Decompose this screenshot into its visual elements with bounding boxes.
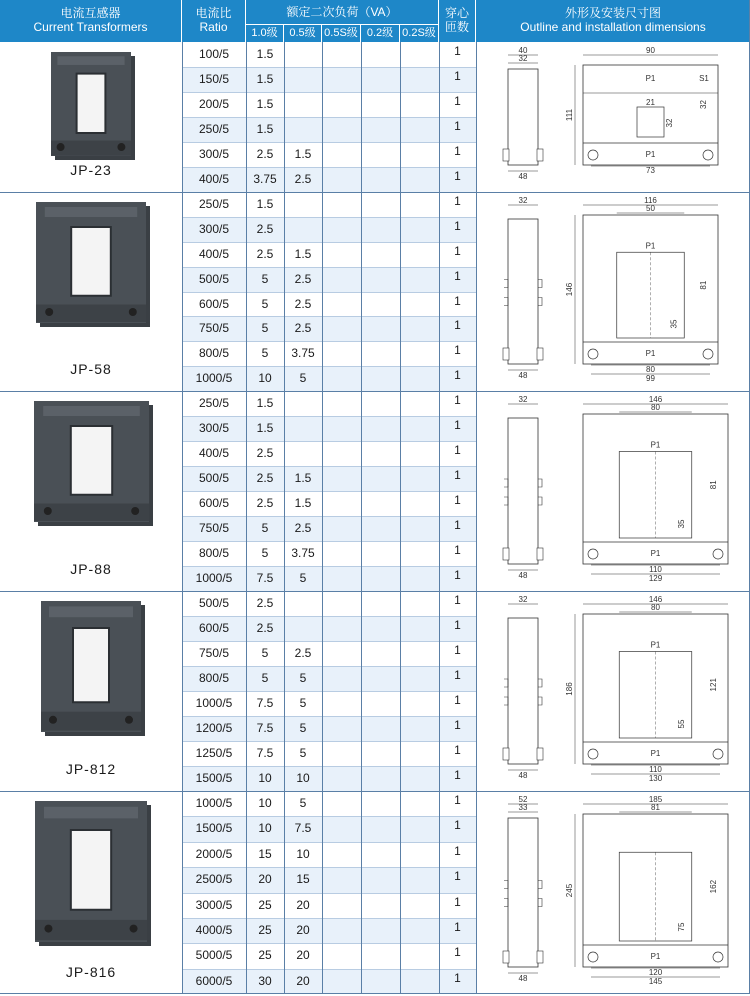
turns-cell: 1	[454, 894, 461, 909]
ratio-cell: 150/5	[198, 72, 230, 86]
turns-cell: 1	[454, 843, 461, 858]
turns-cell: 1	[454, 919, 461, 934]
dimension-drawing	[488, 596, 743, 786]
svg-text:129: 129	[648, 574, 663, 583]
class-0-2: 0.2级	[361, 25, 400, 42]
svg-text:50: 50	[646, 204, 655, 213]
svg-text:32: 32	[665, 118, 675, 128]
svg-text:146: 146	[648, 596, 663, 604]
header-ratio-cn: 电流比	[195, 6, 232, 20]
header-ct-en: Current Transformers	[33, 20, 148, 34]
ratio-cell: 1200/5	[195, 721, 233, 735]
turns-cell: 1	[454, 945, 461, 960]
turns-cell: 1	[454, 693, 461, 707]
turns-cell: 1	[454, 94, 461, 108]
burden-0-5-cell: 5	[299, 671, 307, 685]
svg-text:35: 35	[676, 519, 686, 529]
ratio-cell: 400/5	[198, 446, 230, 460]
burden-1-0-cell: 10	[258, 796, 272, 810]
burden-1-0-cell: 1.5	[256, 72, 274, 86]
svg-text:P1: P1	[650, 952, 661, 961]
ratio-cell: 1000/5	[195, 696, 233, 710]
ratio-cell: 600/5	[198, 296, 230, 311]
header-dims-en: Outline and installation dimensions	[520, 20, 706, 34]
burden-1-0-cell: 2.5	[256, 446, 274, 460]
turns-cell: 1	[454, 743, 461, 757]
burden-1-0-cell: 25	[258, 922, 272, 937]
burden-1-0-cell: 1.5	[256, 47, 274, 61]
svg-text:116: 116	[644, 197, 657, 205]
ratio-cell: 3000/5	[195, 897, 233, 912]
svg-text:S1: S1	[699, 74, 709, 83]
ratio-cell: 2500/5	[195, 872, 233, 887]
burden-0-5-cell: 7.5	[294, 821, 312, 836]
turns-cell: 1	[454, 293, 461, 308]
svg-text:110: 110	[649, 765, 662, 774]
turns-cell: 1	[454, 144, 461, 158]
burden-0-5-cell: 1.5	[294, 147, 312, 161]
turns-cell: 1	[454, 468, 461, 482]
burden-0-5-cell: 2.5	[294, 271, 312, 286]
burden-0-5-cell	[284, 71, 322, 92]
burden-1-0-cell: 1.5	[256, 421, 274, 435]
svg-text:P1: P1	[650, 749, 661, 758]
svg-text:111: 111	[565, 108, 574, 122]
class-0-5s: 0.5S级	[322, 25, 361, 42]
burden-1-0-cell: 15	[258, 846, 272, 861]
svg-text:48: 48	[518, 974, 528, 983]
row-divider	[182, 666, 476, 667]
svg-text:32: 32	[518, 596, 528, 604]
row-divider	[182, 142, 476, 143]
burden-1-0-cell: 2.5	[256, 496, 274, 510]
svg-text:80: 80	[646, 365, 655, 374]
row-divider	[182, 117, 476, 118]
burden-1-0-cell: 25	[258, 948, 272, 963]
burden-1-0-cell: 3.75	[253, 172, 277, 186]
class-0-2s: 0.2S级	[400, 25, 439, 42]
svg-text:186: 186	[565, 682, 574, 696]
svg-text:80: 80	[651, 603, 660, 612]
turns-cell: 1	[454, 970, 461, 985]
row-divider	[182, 441, 476, 442]
row-divider	[182, 242, 476, 243]
burden-1-0-cell: 7.5	[256, 571, 274, 585]
burden-0-5-cell: 20	[296, 897, 310, 912]
burden-1-0-cell: 1.5	[256, 97, 274, 111]
ratio-cell: 600/5	[198, 496, 230, 510]
burden-0-5-cell: 5	[299, 696, 307, 710]
product-photo	[41, 52, 141, 170]
svg-text:32: 32	[518, 396, 528, 404]
svg-text:120: 120	[648, 968, 663, 977]
ratio-cell: 2000/5	[195, 846, 233, 861]
row-divider	[182, 541, 476, 542]
row-divider	[182, 316, 476, 317]
ratio-cell: 800/5	[198, 671, 230, 685]
product-photo	[26, 202, 156, 337]
turns-cell: 1	[454, 818, 461, 833]
burden-1-0-cell: 5	[261, 321, 269, 336]
svg-text:99: 99	[646, 374, 655, 383]
burden-0-5-cell: 1.5	[294, 471, 312, 485]
row-divider	[182, 691, 476, 692]
burden-0-5-cell: 3.75	[291, 346, 315, 361]
burden-1-0-cell: 2.5	[256, 221, 274, 236]
row-divider	[182, 943, 476, 944]
column-rule	[322, 42, 323, 994]
burden-0-5-cell	[284, 196, 322, 217]
burden-1-0-cell: 5	[261, 671, 269, 685]
row-divider	[182, 716, 476, 717]
column-rule	[361, 42, 362, 994]
ratio-cell: 300/5	[198, 221, 230, 236]
burden-1-0-cell: 2.5	[256, 147, 274, 161]
turns-cell: 1	[454, 243, 461, 258]
group-divider	[0, 192, 750, 193]
svg-text:52: 52	[518, 796, 528, 804]
svg-text:162: 162	[709, 879, 718, 894]
ratio-cell: 1500/5	[195, 771, 233, 785]
burden-0-5-cell: 20	[296, 948, 310, 963]
class-1-0: 1.0级	[246, 25, 284, 42]
row-divider	[182, 969, 476, 970]
header-turns-cn: 穿心	[444, 6, 469, 20]
header-ratio	[182, 0, 246, 42]
turns-cell: 1	[454, 418, 461, 432]
burden-0-5-cell	[284, 395, 322, 416]
row-divider	[182, 491, 476, 492]
burden-0-5-cell	[284, 420, 322, 441]
group-divider	[0, 391, 750, 392]
svg-text:146: 146	[648, 396, 663, 404]
ratio-cell: 250/5	[198, 396, 230, 410]
row-divider	[182, 516, 476, 517]
group-divider	[0, 791, 750, 792]
svg-text:245: 245	[565, 883, 574, 898]
burden-0-5-cell: 5	[299, 796, 307, 810]
ratio-cell: 1000/5	[195, 796, 233, 810]
burden-1-0-cell: 1.5	[256, 396, 274, 410]
model-label: JP-812	[65, 761, 117, 777]
turns-cell: 1	[454, 668, 461, 682]
header-dims	[476, 0, 750, 42]
header-ratio-en: Ratio	[199, 20, 228, 34]
ratio-cell: 4000/5	[195, 922, 233, 937]
burden-0-5-cell	[284, 121, 322, 142]
svg-text:110: 110	[649, 565, 662, 574]
turns-cell: 1	[454, 169, 461, 183]
row-divider	[182, 766, 476, 767]
burden-0-5-cell: 3.75	[291, 546, 315, 560]
svg-text:80: 80	[651, 403, 660, 412]
svg-text:35: 35	[669, 319, 679, 329]
svg-text:55: 55	[676, 719, 686, 729]
turns-cell: 1	[454, 618, 461, 632]
svg-text:48: 48	[518, 172, 528, 181]
svg-text:90: 90	[646, 47, 655, 55]
header-turns	[439, 0, 476, 42]
turns-cell: 1	[454, 194, 461, 208]
row-divider	[182, 341, 476, 342]
turns-cell: 1	[454, 44, 461, 58]
svg-text:81: 81	[651, 803, 660, 812]
turns-cell: 1	[454, 593, 461, 607]
burden-0-5-cell: 2.5	[294, 521, 312, 535]
ratio-cell: 600/5	[198, 621, 230, 635]
svg-text:40: 40	[518, 47, 528, 55]
ratio-cell: 800/5	[198, 546, 230, 560]
burden-1-0-cell: 10	[258, 771, 272, 785]
product-photo	[25, 801, 157, 956]
dimension-drawing	[488, 396, 743, 586]
column-rule	[182, 42, 183, 994]
svg-text:P1: P1	[650, 549, 661, 558]
row-divider	[182, 366, 476, 367]
burden-0-5-cell: 10	[296, 771, 310, 785]
ratio-cell: 400/5	[198, 246, 230, 261]
burden-1-0-cell: 1.5	[256, 122, 274, 136]
burden-0-5-cell	[284, 620, 322, 641]
dimension-drawing	[488, 796, 743, 989]
burden-0-5-cell: 2.5	[294, 646, 312, 660]
turns-cell: 1	[454, 69, 461, 83]
burden-0-5-cell: 20	[296, 973, 310, 988]
burden-0-5-cell: 10	[296, 846, 310, 861]
row-divider	[182, 267, 476, 268]
turns-cell: 1	[454, 443, 461, 457]
ratio-cell: 300/5	[198, 421, 230, 435]
burden-0-5-cell	[284, 221, 322, 242]
svg-text:145: 145	[648, 977, 663, 986]
ratio-cell: 200/5	[198, 97, 230, 111]
burden-0-5-cell	[284, 595, 322, 616]
turns-cell: 1	[454, 119, 461, 133]
ratio-cell: 5000/5	[195, 948, 233, 963]
column-rule	[439, 42, 440, 994]
row-divider	[182, 292, 476, 293]
row-divider	[182, 92, 476, 93]
row-divider	[182, 893, 476, 894]
svg-text:73: 73	[646, 166, 655, 175]
ratio-cell: 300/5	[198, 147, 230, 161]
turns-cell: 1	[454, 493, 461, 507]
svg-text:P1: P1	[650, 440, 661, 450]
burden-0-5-cell: 5	[299, 571, 307, 585]
row-divider	[182, 867, 476, 868]
burden-0-5-cell: 2.5	[294, 172, 312, 186]
product-photo	[24, 401, 159, 536]
ratio-cell: 750/5	[198, 521, 230, 535]
column-rule	[246, 42, 247, 994]
svg-text:75: 75	[676, 922, 686, 932]
svg-text:81: 81	[699, 280, 708, 290]
class-0-5: 0.5级	[284, 25, 322, 42]
row-divider	[182, 566, 476, 567]
burden-1-0-cell: 5	[261, 296, 269, 311]
burden-1-0-cell: 10	[258, 371, 272, 386]
ratio-cell: 1000/5	[195, 571, 233, 585]
burden-1-0-cell: 20	[258, 872, 272, 887]
svg-text:33: 33	[518, 803, 528, 812]
ratio-cell: 100/5	[198, 47, 230, 61]
row-divider	[182, 67, 476, 68]
burden-0-5-cell	[284, 445, 322, 466]
group-divider	[0, 591, 750, 592]
header-burden-label: 额定二次负荷（VA）	[286, 5, 398, 19]
column-rule	[400, 42, 401, 994]
burden-1-0-cell: 5	[261, 546, 269, 560]
burden-1-0-cell: 1.5	[256, 197, 274, 211]
header-ct-cn: 电流互感器	[60, 6, 121, 20]
svg-text:48: 48	[518, 771, 528, 780]
svg-text:81: 81	[709, 480, 718, 490]
burden-1-0-cell: 7.5	[256, 746, 274, 760]
burden-1-0-cell: 25	[258, 897, 272, 912]
svg-text:146: 146	[565, 282, 574, 297]
turns-cell: 1	[454, 393, 461, 407]
turns-cell: 1	[454, 218, 461, 233]
model-label: JP-816	[65, 964, 117, 980]
svg-text:32: 32	[518, 197, 528, 205]
svg-text:P1: P1	[645, 74, 656, 83]
burden-0-5-cell: 2.5	[294, 296, 312, 311]
turns-cell: 1	[454, 268, 461, 283]
model-label: JP-58	[70, 361, 112, 377]
burden-1-0-cell: 2.5	[256, 621, 274, 635]
burden-1-0-cell: 2.5	[256, 471, 274, 485]
burden-0-5-cell: 1.5	[294, 496, 312, 510]
svg-text:P1: P1	[645, 150, 656, 159]
turns-cell: 1	[454, 643, 461, 657]
svg-text:32: 32	[518, 54, 528, 63]
turns-cell: 1	[454, 869, 461, 884]
ratio-cell: 1000/5	[195, 371, 233, 386]
header-dims-cn: 外形及安装尺寸图	[564, 6, 661, 20]
burden-0-5-cell: 15	[296, 872, 310, 887]
row-divider	[182, 918, 476, 919]
burden-1-0-cell: 7.5	[256, 721, 274, 735]
ratio-cell: 750/5	[198, 321, 230, 336]
row-divider	[182, 217, 476, 218]
turns-cell: 1	[454, 368, 461, 383]
burden-1-0-cell: 5	[261, 521, 269, 535]
row-divider	[182, 816, 476, 817]
burden-0-5-cell: 20	[296, 922, 310, 937]
dimension-drawing	[488, 47, 743, 187]
row-divider	[182, 741, 476, 742]
header-turns-cn2: 匝数	[444, 20, 469, 34]
row-divider	[182, 416, 476, 417]
model-label: JP-88	[70, 561, 112, 577]
burden-0-5-cell: 5	[299, 721, 307, 735]
burden-1-0-cell: 2.5	[256, 246, 274, 261]
burden-0-5-cell: 5	[299, 746, 307, 760]
burden-1-0-cell: 5	[261, 271, 269, 286]
ratio-cell: 6000/5	[195, 973, 233, 988]
column-rule	[284, 42, 285, 994]
ratio-cell: 250/5	[198, 197, 230, 211]
burden-1-0-cell: 5	[261, 646, 269, 660]
turns-cell: 1	[454, 518, 461, 532]
ratio-cell: 500/5	[198, 271, 230, 286]
burden-0-5-cell: 5	[299, 371, 307, 386]
turns-cell: 1	[454, 768, 461, 782]
turns-cell: 1	[454, 568, 461, 582]
turns-cell: 1	[454, 793, 461, 807]
ratio-cell: 500/5	[198, 471, 230, 485]
ratio-cell: 1250/5	[195, 746, 233, 760]
row-divider	[182, 466, 476, 467]
svg-text:130: 130	[648, 774, 663, 783]
burden-1-0-cell: 5	[261, 346, 269, 361]
ratio-cell: 1500/5	[195, 821, 233, 836]
svg-text:21: 21	[646, 98, 655, 107]
column-rule	[476, 42, 477, 994]
burden-1-0-cell: 2.5	[256, 596, 274, 610]
model-label: JP-23	[70, 162, 112, 178]
ratio-cell: 500/5	[198, 596, 230, 610]
burden-1-0-cell: 10	[258, 821, 272, 836]
row-divider	[182, 616, 476, 617]
ratio-cell: 400/5	[198, 172, 230, 186]
dimension-drawing	[488, 197, 743, 386]
svg-text:P1: P1	[645, 349, 656, 358]
header-burden	[246, 0, 439, 25]
svg-text:185: 185	[648, 796, 663, 804]
header-ct	[0, 0, 182, 42]
svg-text:P1: P1	[645, 241, 656, 251]
burden-0-5-cell	[284, 96, 322, 117]
burden-1-0-cell: 30	[258, 973, 272, 988]
svg-text:121: 121	[709, 678, 718, 692]
turns-cell: 1	[454, 718, 461, 732]
row-divider	[182, 842, 476, 843]
ratio-cell: 250/5	[198, 122, 230, 136]
ratio-cell: 800/5	[198, 346, 230, 361]
row-divider	[182, 167, 476, 168]
burden-0-5-cell	[284, 46, 322, 67]
svg-text:32: 32	[699, 100, 708, 109]
svg-text:P1: P1	[650, 640, 661, 650]
burden-0-5-cell: 1.5	[294, 246, 312, 261]
burden-1-0-cell: 7.5	[256, 696, 274, 710]
turns-cell: 1	[454, 543, 461, 557]
ratio-cell: 750/5	[198, 646, 230, 660]
product-photo	[31, 601, 151, 746]
turns-cell: 1	[454, 318, 461, 333]
svg-text:48: 48	[518, 571, 528, 580]
turns-cell: 1	[454, 343, 461, 358]
burden-0-5-cell: 2.5	[294, 321, 312, 336]
svg-text:48: 48	[518, 371, 528, 380]
row-divider	[182, 641, 476, 642]
